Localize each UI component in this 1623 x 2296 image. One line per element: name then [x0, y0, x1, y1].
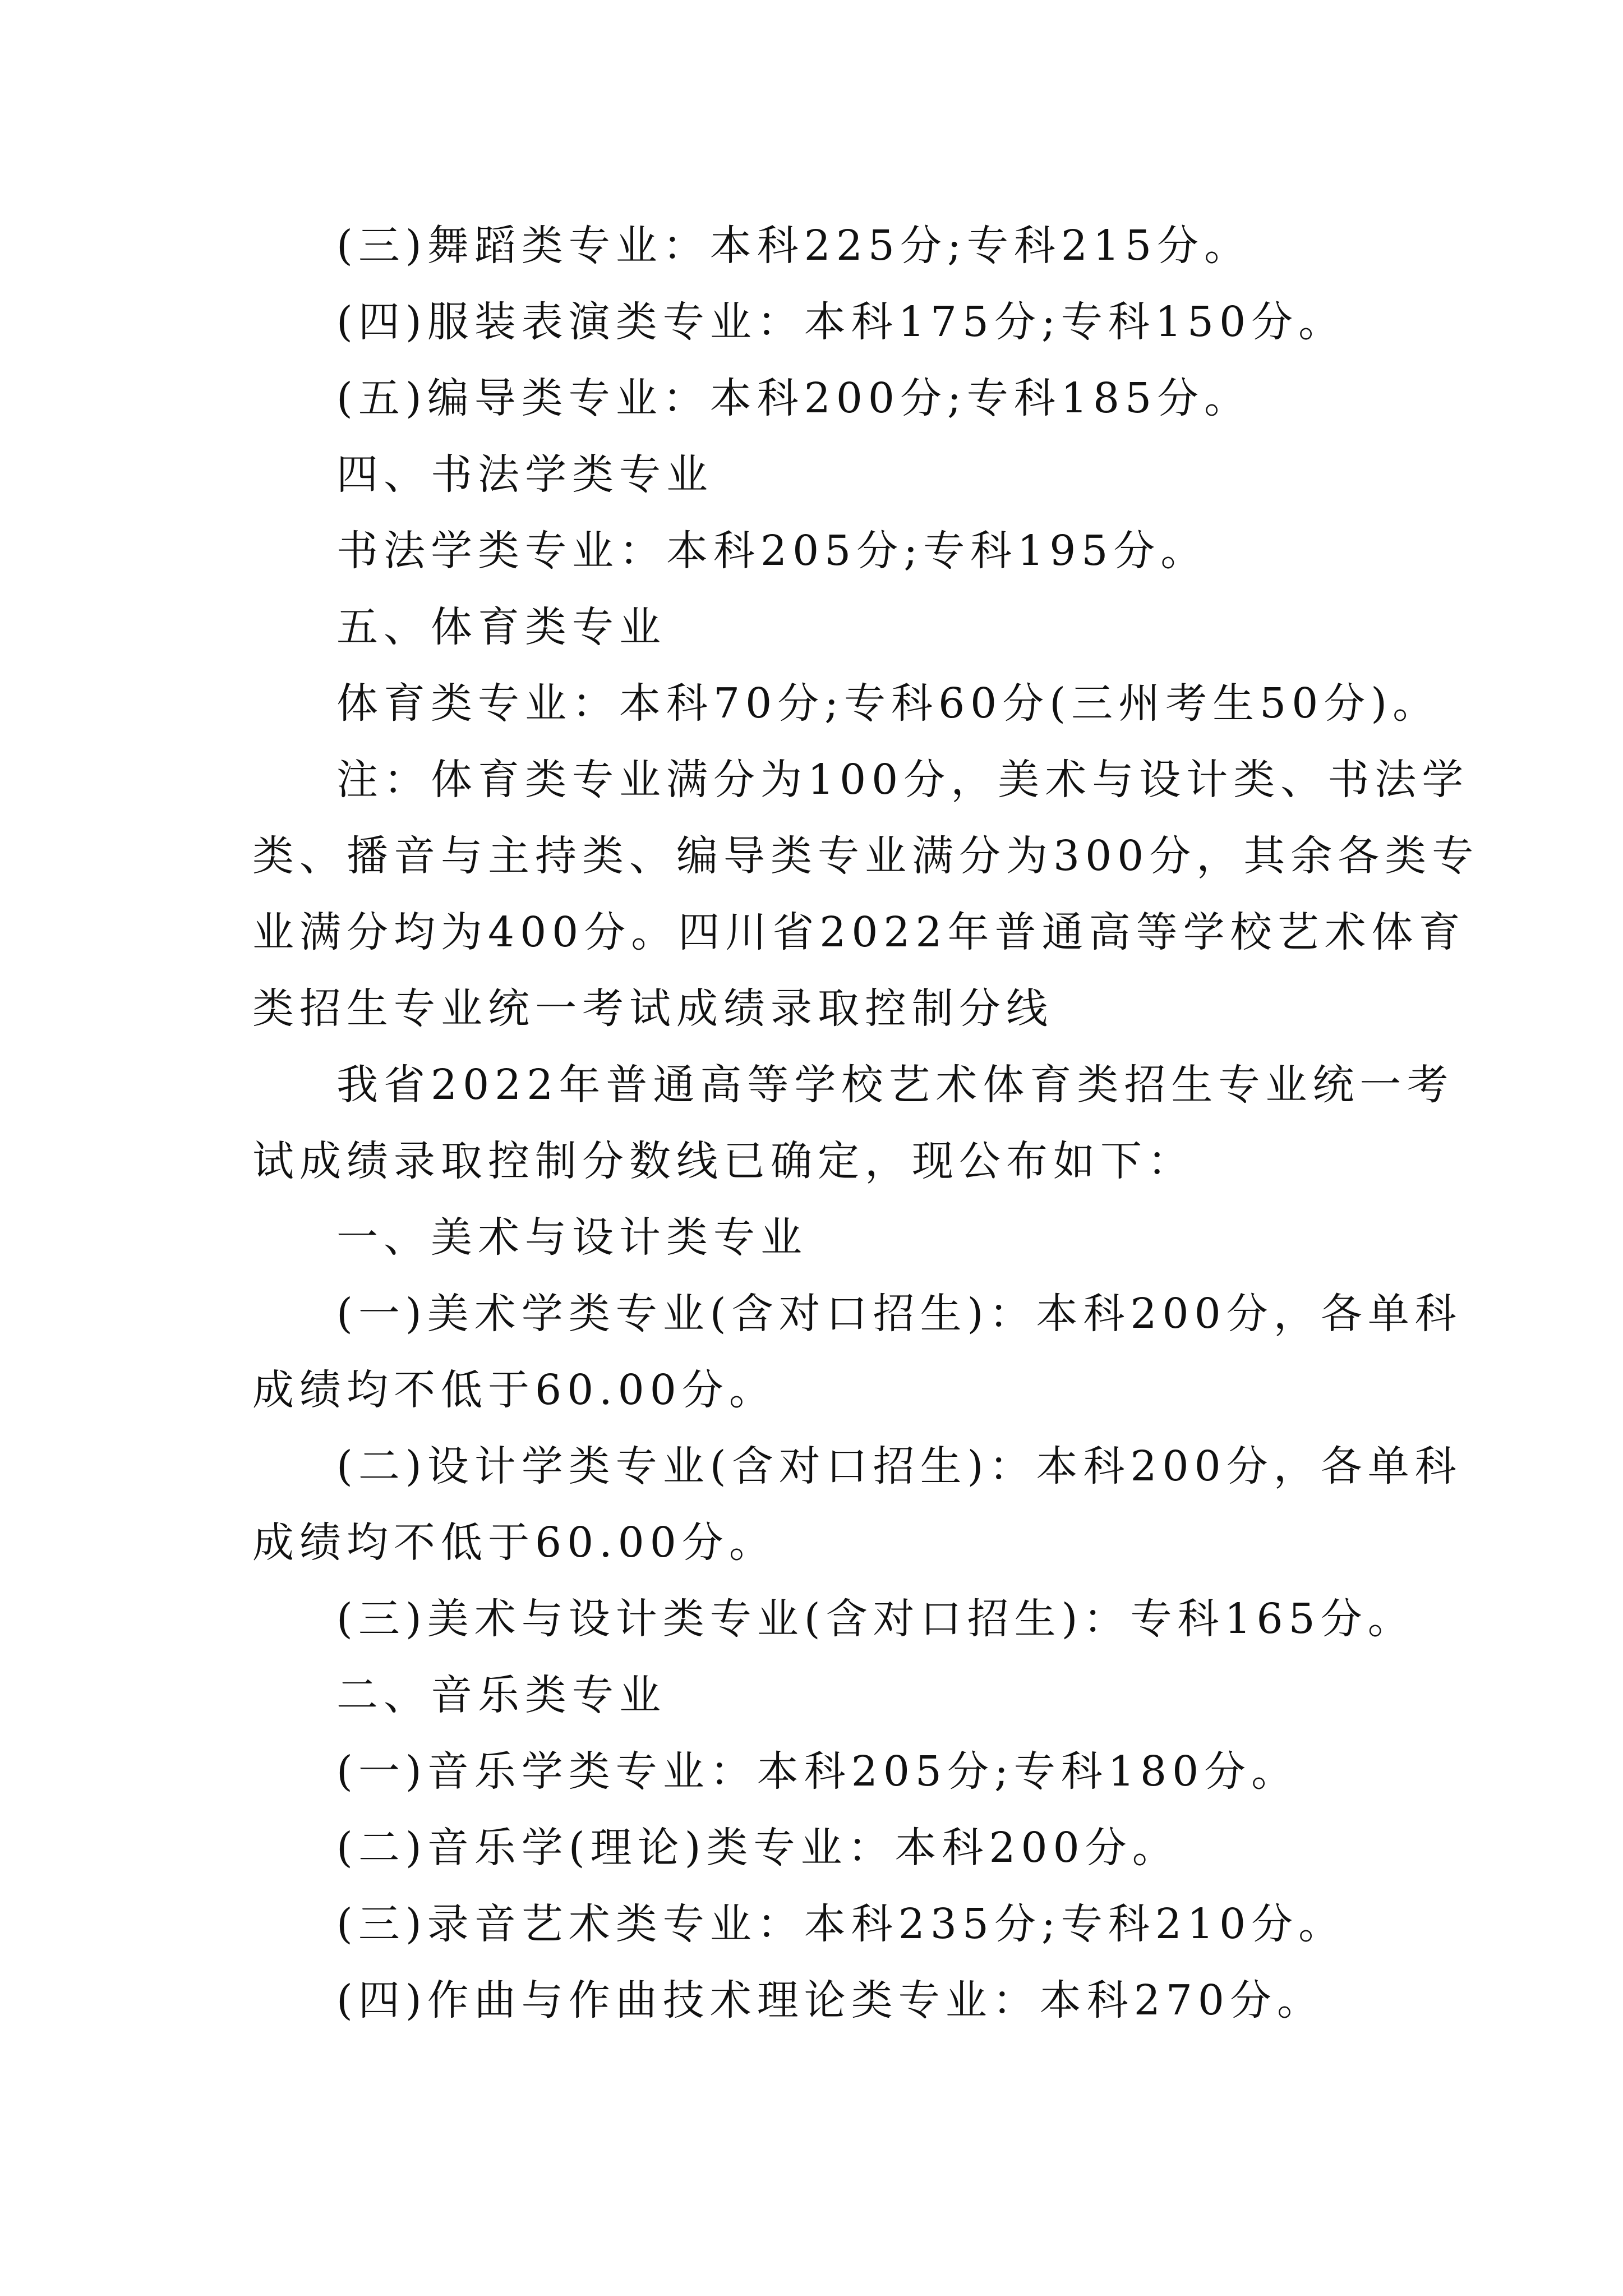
- note-line: 类招生专业统一考试成绩录取控制分线: [252, 984, 1053, 1033]
- paragraph-line: (一)美术学类专业(含对口招生)：本科200分，各单科: [336, 1290, 1462, 1338]
- paragraph-line: 成绩均不低于60.00分。: [252, 1519, 776, 1567]
- document-body: [252, 208, 1479, 2039]
- paragraph-line: (二)设计学类专业(含对口招生)：本科200分，各单科: [336, 1442, 1462, 1490]
- section-heading: 二、音乐类专业: [336, 1671, 666, 1719]
- note-line: 业满分均为400分。四川省2022年普通高等学校艺术体育: [252, 908, 1466, 956]
- paragraph-line: (三)录音艺术类专业：本科235分;专科210分。: [336, 1900, 1346, 1948]
- section-heading: 五、体育类专业: [336, 603, 666, 651]
- note-line: 注：体育类专业满分为100分，美术与设计类、书法学: [336, 756, 1469, 804]
- section-heading: 四、书法学类专业: [336, 450, 713, 499]
- paragraph-line: (一)音乐学类专业：本科205分;专科180分。: [336, 1747, 1299, 1796]
- paragraph-line: 成绩均不低于60.00分。: [252, 1366, 776, 1414]
- paragraph-line: (五)编导类专业：本科200分;专科185分。: [336, 374, 1252, 422]
- paragraph-line: (四)服装表演类专业：本科175分;专科150分。: [336, 298, 1346, 346]
- paragraph-line: 体育类专业：本科70分;专科60分(三州考生50分)。: [336, 679, 1440, 728]
- paragraph-line: 我省2022年普通高等学校艺术体育类招生专业统一考: [336, 1061, 1454, 1109]
- paragraph-line: 书法学类专业：本科205分;专科195分。: [336, 527, 1208, 575]
- note-line: 类、播音与主持类、编导类专业满分为300分，其余各类专: [252, 832, 1479, 880]
- paragraph-line: 试成绩录取控制分数线已确定，现公布如下：: [252, 1137, 1195, 1185]
- paragraph-line: (三)舞蹈类专业：本科225分;专科215分。: [336, 222, 1252, 270]
- section-heading: 一、美术与设计类专业: [336, 1213, 808, 1262]
- paragraph-line: (二)音乐学(理论)类专业：本科200分。: [336, 1824, 1179, 1872]
- paragraph-line: (四)作曲与作曲技术理论类专业：本科270分。: [336, 1976, 1324, 2024]
- paragraph-line: (三)美术与设计类专业(含对口招生)：专科165分。: [336, 1595, 1415, 1643]
